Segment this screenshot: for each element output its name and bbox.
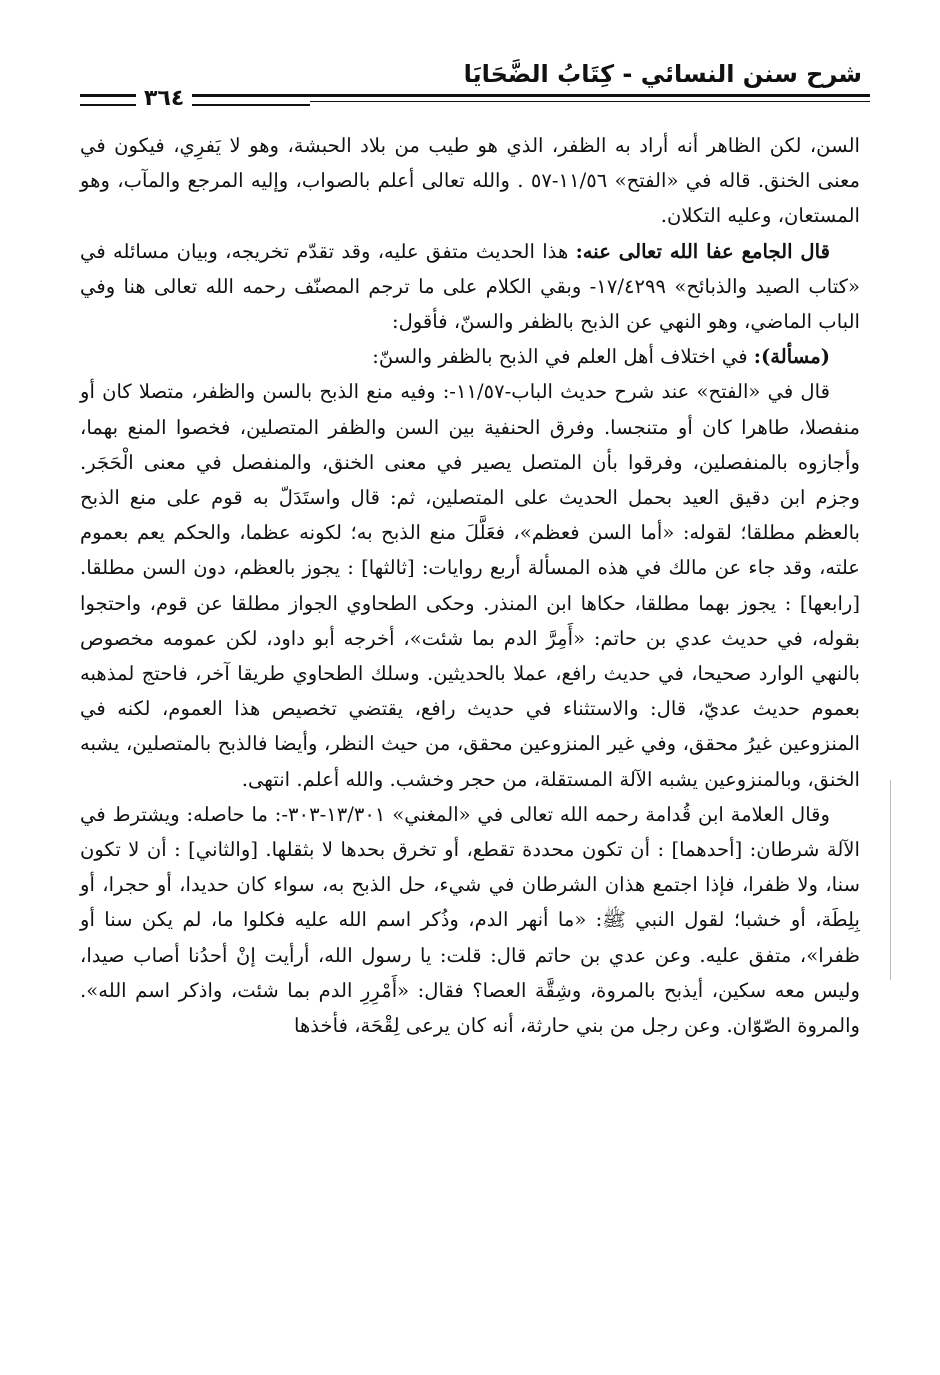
paragraph [80, 339, 860, 374]
header-rule-short [80, 104, 310, 106]
paragraph-lead: قال الجامع عفا الله تعالى عنه: [575, 239, 830, 263]
header-rule [80, 94, 870, 97]
page-header [80, 58, 870, 118]
paragraph-text: في اختلاف أهل العلم في الذبح بالظفر والسنّ: [372, 345, 754, 369]
paragraph [80, 234, 860, 340]
page-number: ٣٦٤ [136, 86, 192, 111]
paragraph-text: قال في «الفتح» عند شرح حديث الباب-١١/٥٧-: وفيه منع الذبح بالسن والظفر، متصلا كان أو منفصلا، طاهرا كان أو متنجسا. وفرق الحنفية بين السن والظفر المتصلين، فخصوا المنع بهما، وأجازوه بالمنفصلين، وفرقوا بأن المتصل يصير في معنى الخنق، والمنفصل في معنى الْحَجَر. وجزم ابن دقيق العيد بحمل الحديث على المتصلين، ثم: قال واستَدَلّ به قوم على منع الذبح بالعظم مطلقا؛ لقوله: «أما السن فعظم»، فعَلَّلَ منع الذبح به؛ لكونه عظما، والحكم يعم بعموم علته، وقد جاء عن مالك في هذه المسألة أربع روايات: [ثالثها] : يجوز بالعظم، دون السن مطلقا. [رابعها] : يجوز بهما مطلقا، حكاها ابن المنذر. وحكى الطحاوي الجواز مطلقا عن قوم، واحتجوا بقوله، في حديث عدي بن حاتم: «أَمِرَّ الدم بما شئت»، أخرجه أبو داود، لكن عمومه مخصوص بالنهي الوارد صحيحا، في حديث رافع، عملا بالحديثين. وسلك الطحاوي طريقا آخر، فاحتج لمذهبه بعموم حديث عديّ، قال: والاستثناء في حديث رافع، يقتضي تخصيص هذا العموم، لكنه في المنزوعين غيرُ محقق، وفي غير المنزوعين محقق، من حيث النظر، وأيضا فالذبح بالمتصلين، يشبه الخنق، وبالمنزوعين يشبه الآلة المستقلة، من حجر وخشب. والله أعلم. انتهى. [80, 380, 860, 791]
paragraph-text: هذا الحديث متفق عليه، وقد تقدّم تخريجه، وبيان مسائله في «كتاب الصيد والذبائح» ١٧/٤٢٩٩- وبقي الكلام على ما ترجم المصنّف رحمه الله تعالى هنا وفي الباب الماضي، وهو النهي عن الذبح بالظفر والسنّ، فأقول: [80, 239, 860, 334]
paragraph-text: السن، لكن الظاهر أنه أراد به الظفر، الذي هو طيب من بلاد الحبشة، وهو لا يَفرِي، فيكون في معنى الخنق. قاله في «الفتح» ١١/٥٦-٥٧ . والله تعالى أعلم بالصواب، وإليه المرجع والمآب، وهو المستعان، وعليه التكلان. [80, 134, 860, 228]
paragraph [80, 374, 860, 796]
header-rule-thin [310, 101, 870, 102]
paragraph [80, 797, 860, 1043]
running-title: شرح سنن النسائي - كِتَابُ الضَّحَايَا [463, 60, 862, 88]
margin-line [890, 780, 891, 980]
page-body [80, 128, 860, 1043]
paragraph-lead: (مسألة): [753, 345, 830, 369]
paragraph-text: وقال العلامة ابن قُدامة رحمه الله تعالى في «المغني» ١٣/٣٠١-٣٠٣-: ما حاصله: ويشترط في الآلة شرطان: [أحدهما] : أن تكون محددة تقطع، أو تخرق بحدها لا بثقلها. [والثاني] : أن لا تكون سنا، ولا ظفرا، فإذا اجتمع هذان الشرطان في شيء، حل الذبح به، سواء كان حديدا، أو حجرا، أو بِلِطَة، أو خشبا؛ لقول النبي ﷺ: «ما أنهر الدم، وذُكر اسم الله عليه فكلوا ما، لم يكن سنا أو ظفرا»، متفق عليه. وعن عدي بن حاتم قال: قلت: يا رسول الله، أرأيت إنْ أحدُنا أصاب صيدا، وليس معه سكين، أيذبح بالمروة، وشِقَّة العصا؟ فقال: «أَمْرِرِ الدم بما شئت، واذكر اسم الله». والمروة الصّوّان. وعن رجل من بني حارثة، أنه كان يرعى لِقْحَة، فأخذها [80, 802, 860, 1038]
paragraph [80, 128, 860, 234]
